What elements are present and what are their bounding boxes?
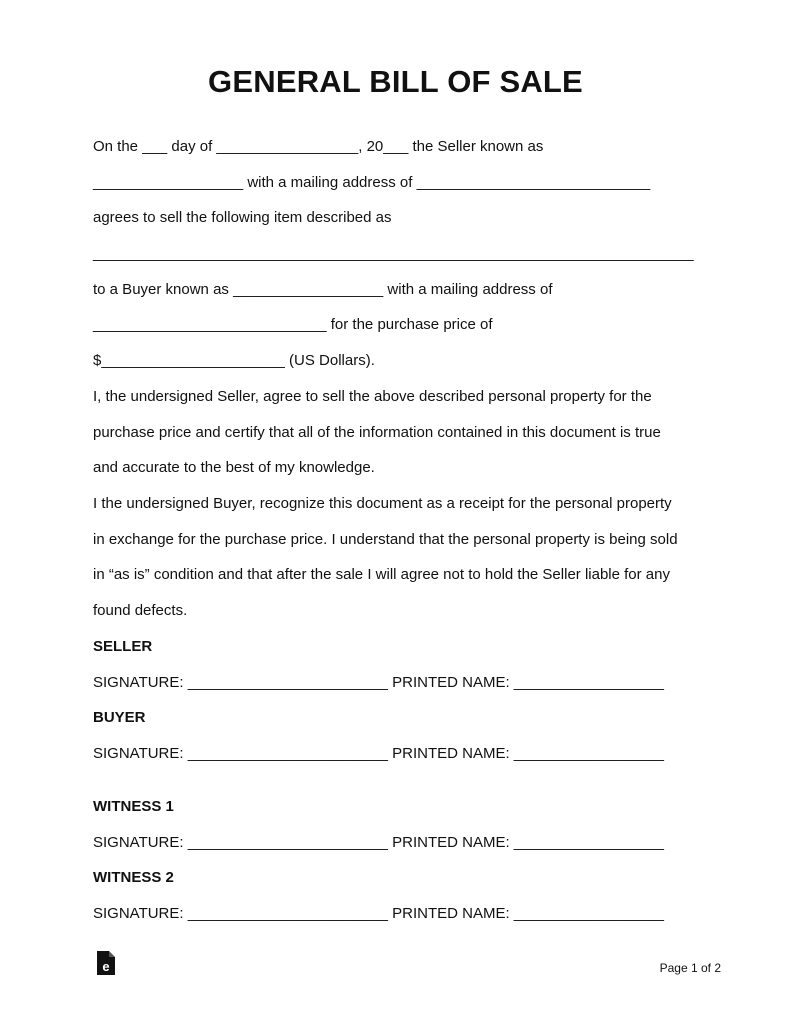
body-line: On the ___ day of _________________, 20___ the Seller known as [93, 138, 544, 155]
body-line: in exchange for the purchase price. I understand that the personal property is being sold [93, 531, 678, 548]
body-line: and accurate to the best of my knowledge. [93, 459, 375, 476]
page-number: Page 1 of 2 [659, 961, 721, 975]
body-line: agrees to sell the following item described as [93, 209, 392, 226]
body-line: I, the undersigned Seller, agree to sell the above described personal property for the [93, 388, 652, 405]
witness-1-signature-line: SIGNATURE: ________________________ PRINTED NAME: __________________ [93, 834, 664, 851]
buyer-signature-line: SIGNATURE: ________________________ PRINTED NAME: __________________ [93, 745, 664, 762]
body-line: ________________________________________________________________________ [93, 245, 694, 262]
eforms-logo-icon [96, 950, 116, 976]
seller-heading: SELLER [93, 638, 153, 655]
body-line: purchase price and certify that all of the information contained in this document is true [93, 424, 661, 441]
svg-text:e: e [102, 959, 110, 974]
buyer-heading: BUYER [93, 709, 146, 726]
witness-2-heading: WITNESS 2 [93, 869, 174, 886]
document-title: GENERAL BILL OF SALE [208, 64, 583, 99]
body-line: __________________ with a mailing address of ____________________________ [93, 174, 651, 191]
body-line: to a Buyer known as __________________ with a mailing address of [93, 281, 553, 298]
witness-1-heading: WITNESS 1 [93, 798, 174, 815]
seller-signature-line: SIGNATURE: ________________________ PRINTED NAME: __________________ [93, 674, 664, 691]
body-line: $______________________ (US Dollars). [93, 352, 375, 369]
body-line: in “as is” condition and that after the sale I will agree not to hold the Seller liable for any [93, 566, 670, 583]
witness-2-signature-line: SIGNATURE: ________________________ PRINTED NAME: __________________ [93, 905, 664, 922]
body-line: I the undersigned Buyer, recognize this document as a receipt for the personal property [93, 495, 672, 512]
body-line: found defects. [93, 602, 188, 619]
body-line: ____________________________ for the purchase price of [93, 316, 493, 333]
